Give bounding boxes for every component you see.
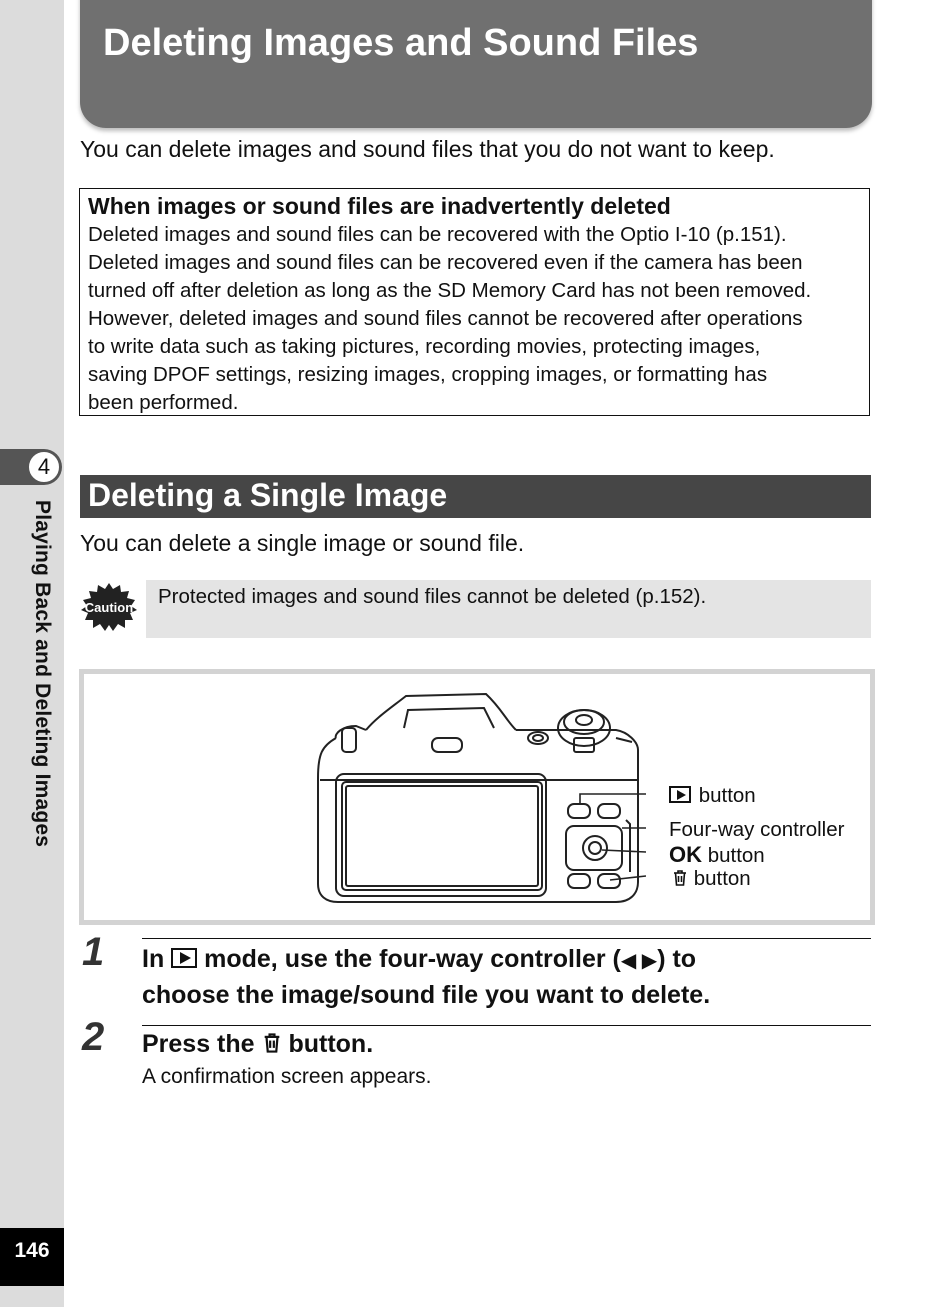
caution-box [146, 580, 871, 638]
note-line: turned off after deletion as long as the SD Memory Card has not been removed. [88, 279, 812, 302]
chapter-title: Playing Back and Deleting Images [31, 500, 54, 848]
callout-ok-label: button [707, 844, 765, 867]
step-divider [142, 1025, 871, 1026]
chapter-number: 4 [27, 450, 61, 484]
step-1-part: In [142, 945, 165, 973]
step-2-sub: A confirmation screen appears. [142, 1065, 432, 1088]
step-2-part: Press the [142, 1030, 255, 1058]
page-intro: You can delete images and sound files that you do not want to keep. [80, 136, 775, 162]
page-title: Deleting Images and Sound Files [103, 22, 699, 64]
caution-icon [80, 582, 138, 632]
step-number: 2 [82, 1015, 105, 1059]
note-box [79, 188, 870, 416]
note-line: Deleted images and sound files can be recovered even if the camera has been [88, 251, 803, 274]
step-number: 1 [82, 930, 105, 974]
note-line: However, deleted images and sound files cannot be recovered after operations [88, 307, 803, 330]
step-1-part: mode, use the four-way controller ( [204, 945, 621, 973]
playback-icon [171, 948, 197, 968]
note-line: Deleted images and sound files can be recovered with the Optio I-10 (p.151). [88, 223, 787, 246]
camera-figure [79, 669, 875, 925]
step-divider [142, 938, 871, 939]
note-heading: When images or sound files are inadvertently deleted [88, 193, 671, 219]
note-line: to write data such as taking pictures, recording movies, protecting images, [88, 335, 761, 358]
callout-trash [672, 867, 751, 891]
callout-trash-label: button [693, 867, 751, 890]
callout-ok [669, 842, 765, 868]
callout-play-label: button [698, 784, 756, 807]
section-header [80, 475, 871, 518]
callout-fourway: Four-way controller [669, 818, 845, 841]
page-number: 146 [0, 1228, 64, 1286]
step-2-part: button. [288, 1030, 374, 1058]
caution-text: Protected images and sound files cannot be deleted (p.152). [158, 585, 707, 608]
step-2-text [142, 1027, 373, 1061]
step-1-text [142, 942, 710, 1012]
playback-icon [669, 786, 691, 803]
step-1-part: ) to [657, 945, 697, 973]
caution-label: Caution [84, 600, 134, 615]
callout-play [669, 784, 756, 808]
section-title: Deleting a Single Image [88, 477, 448, 513]
note-line: saving DPOF settings, resizing images, cropping images, or formatting has [88, 363, 768, 386]
trash-icon [672, 869, 688, 887]
trash-icon [262, 1032, 282, 1054]
ok-symbol: OK [669, 842, 702, 867]
step-1-part: choose the image/sound file you want to delete. [142, 981, 711, 1009]
left-right-arrows: ◀ ▶ [620, 950, 658, 972]
camera-back-illustration [316, 688, 646, 908]
note-line: been performed. [88, 391, 239, 414]
section-intro: You can delete a single image or sound file. [80, 530, 525, 556]
